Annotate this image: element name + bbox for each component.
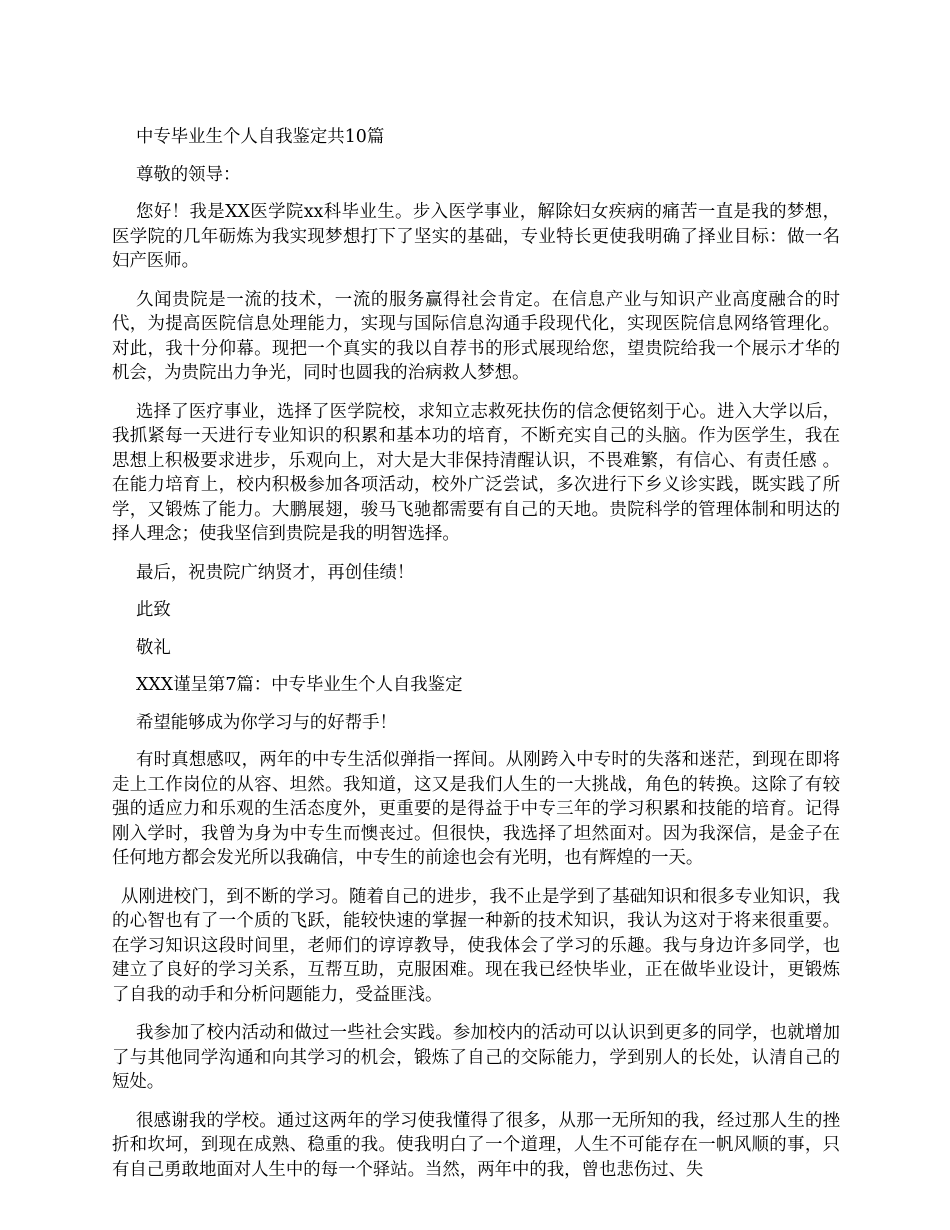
paragraph-intro: 您好！我是XX医学院xx科毕业生。步入医学事业，解除妇女疾病的痛苦一直是我的梦想，医学院的几年砺炼为我实现梦想打下了坚实的基础，专业特长更使我明确了择业目标：做一名妇产医师。 [112,202,840,271]
salutation-jingli: 敬礼 [136,637,171,658]
document-body [112,125,840,1196]
document-title: 中专毕业生个人自我鉴定共10篇 [136,127,385,147]
paragraph-hospital: 久闻贵院是一流的技术，一流的服务赢得社会肯定。在信息产业与知识产业高度融合的时代，为提高医院信息处理能力，实现与国际信息沟通手段现代化，实现医院信息网络管理化。对此，我十分仰幕。现把一个真实的我以自荐书的形式展现给您，望贵院给我一个展示才华的机会，为贵院出力争光，同时也圆我的治病救人梦想。 [112,289,840,383]
paragraph-thanks: 很感谢我的学校。通过这两年的学习使我懂得了很多，从那一无所知的我，经过那人生的挫折和坎坷，到现在成熟、稳重的我。使我明白了一个道理，人生不可能存在一帆风顺的事，只有自己勇敢地面对人生中的每一个驿站。当然，两年中的我，曾也悲伤过、失 [112,1110,840,1180]
helper-line: 希望能够成为你学习与的好帮手！ [136,712,397,733]
paragraph-reflection: 有时真想感叹，两年的中专生活似弹指一挥间。从刚跨入中专时的失落和迷茫，到现在即将走上工作岗位的从容、坦然。我知道，这又是我们人生的一大挑战，角色的转换。这除了有较强的适应力和乐观的生活态度外，更重要的是得益于中专三年的学习积累和技能的培育。记得刚入学时，我曾为身为中专生而懊丧过。但很快，我选择了坦然面对。因为我深信，是金子在任何地方都会发光所以我确信，中专生的前途也会有光明，也有辉煌的一天。 [112,750,840,868]
section-heading: XXX谨呈第7篇：中专毕业生个人自我鉴定 [136,675,463,695]
paragraph-closing: 最后，祝贵院广纳贤才，再创佳绩！ [136,562,415,583]
salutation-cizhi: 此致 [136,600,171,620]
greeting: 尊敬的领导： [136,164,241,185]
paragraph-activities: 我参加了校内活动和做过一些社会实践。参加校内的活动可以认识到更多的同学，也就增加了与其他同学沟通和向其学习的机会，锻炼了自己的交际能力，学到别人的长处，认清自己的短处。 [112,1023,840,1092]
paragraph-study: 从刚进校门，到不断的学习。随着自己的进步，我不止是学到了基础知识和很多专业知识，我的心智也有了一个质的飞跃，能较快速的掌握一种新的技术知识，我认为这对于将来很重要。在学习知识这段时间里，老师们的谆谆教导，使我体会了学习的乐趣。我与身边许多同学，也建立了良好的学习关系，互帮互助，克服困难。现在我已经快毕业，正在做毕业设计，更锻炼了自我的动手和分析问题能力，受益匪浅。 [112,886,840,1005]
paragraph-career: 选择了医疗事业，选择了医学院校，求知立志救死扶伤的信念便铭刻于心。进入大学以后，我抓紧每一天进行专业知识的积累和基本功的培育，不断充实自己的头脑。作为医学生，我在思想上积极要求进步，乐观向上，对大是大非保持清醒认识，不畏难繁，有信心、有责任感 。在能力培育上，校内积极参加各项活动，校外广泛尝试，多次进行下乡义诊实践，既实践了所学，又锻炼了能力。大鹏展翅，骏马飞驰都需要有自己的天地。贵院科学的管理体制和明达的择人理念；使我坚信到贵院是我的明智选择。 [112,401,840,544]
